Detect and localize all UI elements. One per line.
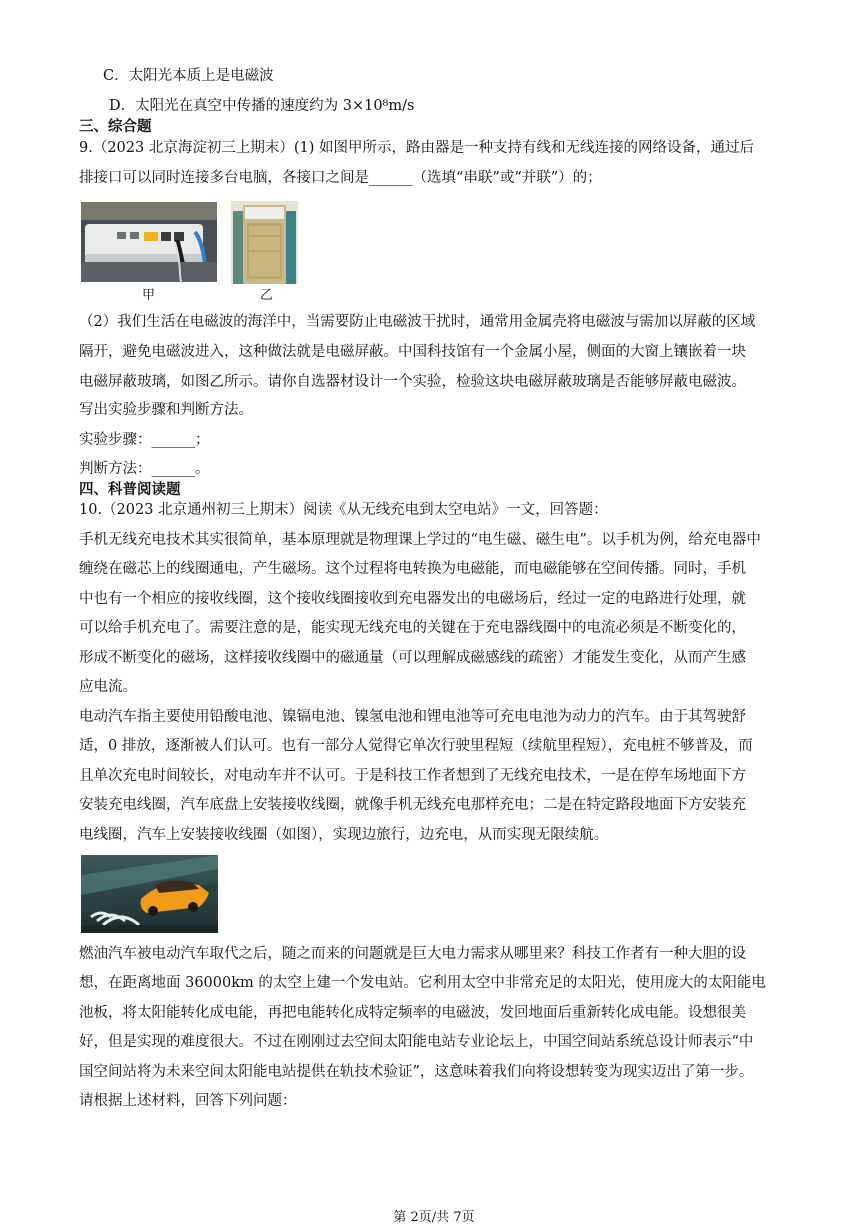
q10-para3-line: 好，但是实现的难度很大。不过在刚刚过去空间太阳能电站专业论坛上，中国空间站系统总设计师表示“中 [79,1034,754,1050]
q9-judge-blank: 判断方法：______。 [79,461,210,477]
q9-part2-line-4: 写出实验步骤和判断方法。 [79,402,253,418]
q9-steps-blank: 实验步骤：______； [79,432,210,448]
option-c: C．太阳光本质上是电磁波 [103,68,274,84]
q10-para3-line: 想，在距离地面 36000km 的太空上建一个发电站。它利用太空中非常充足的太阳光，使用庞大的太阳能电 [79,975,766,991]
option-d: D．太阳光在真空中传播的速度约为 3×10⁸m/s [109,98,415,114]
q10-para1-line: 手机无线充电技术其实很简单，基本原理就是物理课上学过的“电生磁、磁生电”。以手机为例，给充电器中 [79,532,761,548]
section-4-heading: 四、科普阅读题 [79,482,181,498]
q10-para1-line: 中也有一个相应的接收线圈，这个接收线圈接收到充电器发出的电磁场后，经过一定的电路进行处理，就 [79,591,746,607]
q10-para2-line: 安装充电线圈，汽车底盘上安装接收线圈，就像手机无线充电那样充电；二是在特定路段地面下方安装充 [79,797,746,813]
q9-line-2: 排接口可以同时连接多台电脑，各接口之间是______（选填“串联”或“并联”）的； [79,170,602,186]
q10-para3-line: 请根据上述材料，回答下列问题： [79,1093,297,1109]
q10-para2-line: 电线圈，汽车上安装接收线圈（如图），实现边旅行，边充电，从而实现无限续航。 [79,827,609,843]
q10-para3-line: 池板，将太阳能转化成电能，再把电能转化成特定频率的电磁波，发回地面后重新转化成电能。设想很美 [79,1005,746,1021]
q9-part2-line-1: （2）我们生活在电磁波的海洋中，当需要防止电磁波干扰时，通常用金属壳将电磁波与需加以屏蔽的区域 [79,314,756,330]
figure-label-jia: 甲 [142,288,156,303]
q10-para3-line: 国空间站将为未来空间太阳能电站提供在轨技术验证”，这意味着我们向将设想转变为现实迈出了第一步。 [79,1064,754,1080]
page-footer: 第 2页/共 7页 [393,1210,475,1225]
shielding-booth-photo [231,201,298,284]
q10-intro: 10.（2023 北京通州初三上期末）阅读《从无线充电到太空电站》一文，回答题： [79,502,608,518]
q10-para3-line: 燃油汽车被电动汽车取代之后，随之而来的问题就是巨大电力需求从哪里来？科技工作者有一种大胆的设 [79,946,746,962]
q10-para1-line: 形成不断变化的磁场，这样接收线圈中的磁通量（可以理解成磁感线的疏密）才能发生变化，从而产生感 [79,650,746,666]
figure-label-yi: 乙 [260,288,274,303]
q10-para2-line: 且单次充电时间较长，对电动车并不认可。于是科技工作者想到了无线充电技术，一是在停车场地面下方 [79,768,746,784]
router-photo [81,202,217,282]
q10-para1-line: 缠绕在磁芯上的线圈通电，产生磁场。这个过程将电转换为电磁能，而电磁能够在空间传播。同时，手机 [79,561,746,577]
q10-para1-line: 应电流。 [79,679,137,695]
q9-part2-line-2: 隔开，避免电磁波进入，这种做法就是电磁屏蔽。中国科技馆有一个金属小屋，侧面的大窗上镶嵌着一块 [79,344,746,360]
q9-part2-line-3: 电磁屏蔽玻璃，如图乙所示。请你自选器材设计一个实验，检验这块电磁屏蔽玻璃是否能够屏蔽电磁波。 [79,374,746,390]
q10-para2-line: 电动汽车指主要使用铅酸电池、镍镉电池、镍氢电池和锂电池等可充电电池为动力的汽车。由于其驾驶舒 [79,709,746,725]
q10-para2-line: 适，0 排放，逐渐被人们认可。也有一部分人觉得它单次行驶里程短（续航里程短），充电桩不够普及，而 [79,738,753,754]
q9-line-1: 9.（2023 北京海淀初三上期末）(1) 如图甲所示，路由器是一种支持有线和无线连接的网络设备，通过后 [79,140,754,156]
ev-wireless-charging-photo [81,855,218,933]
q10-para1-line: 可以给手机充电了。需要注意的是，能实现无线充电的关键在于充电器线圈中的电流必须是不断变化的， [79,620,746,636]
section-3-heading: 三、综合题 [79,119,152,135]
